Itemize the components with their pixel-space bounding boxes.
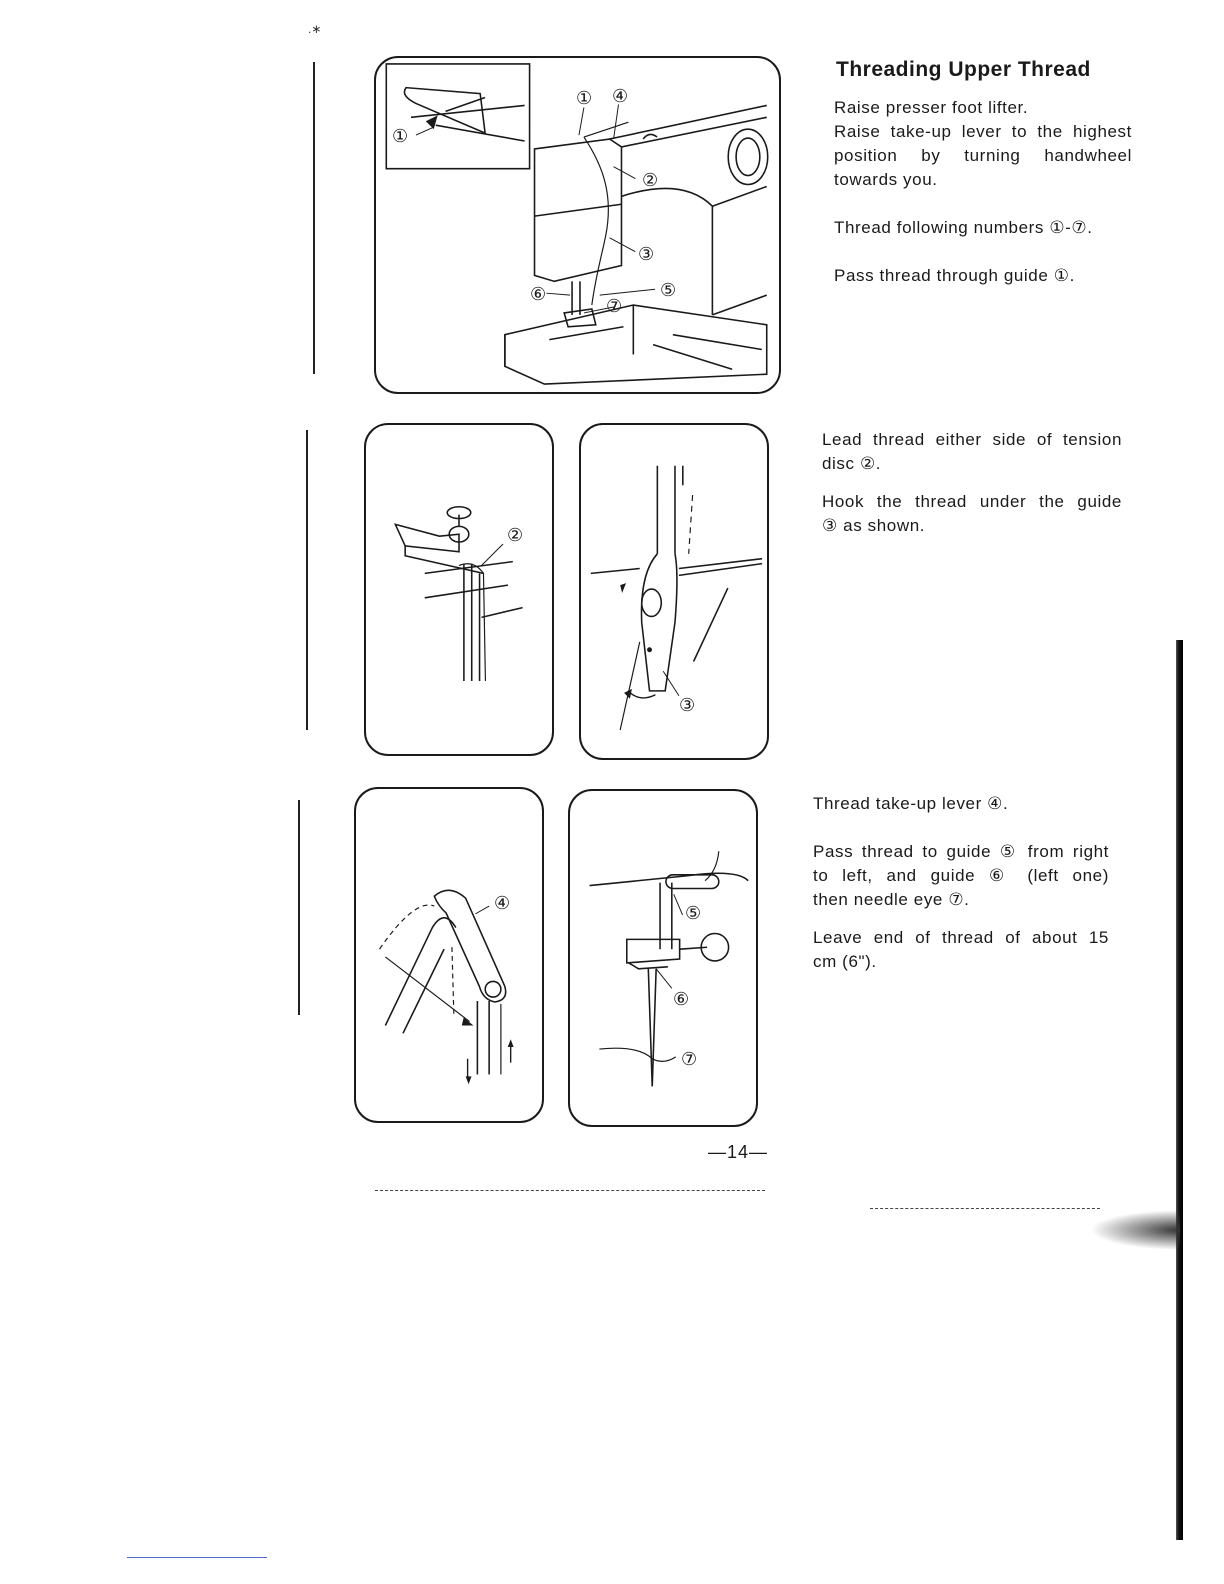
figure-tension-disc bbox=[364, 423, 554, 756]
intro-line-5: Thread following numbers ①-⑦. bbox=[834, 218, 1093, 237]
callout-label-3: ③ bbox=[638, 244, 655, 264]
scan-edge-line bbox=[313, 62, 315, 374]
callout-label-7: ⑦ bbox=[681, 1049, 698, 1069]
callout-label-5: ⑤ bbox=[660, 280, 677, 300]
section-title: Threading Upper Thread bbox=[836, 58, 1091, 81]
takeup-line-2: Pass thread to guide ⑤ from right bbox=[813, 842, 1109, 861]
figure-takeup-lever bbox=[354, 787, 544, 1123]
scan-right-edge bbox=[1176, 640, 1183, 1540]
callout-label-4: ④ bbox=[494, 893, 511, 913]
callout-label-1: ① bbox=[576, 88, 593, 108]
callout-label-5: ⑤ bbox=[685, 903, 702, 923]
callout-label-2: ② bbox=[642, 170, 659, 190]
tension-disc-illustration bbox=[366, 425, 552, 754]
takeup-line-3: to left, and guide ⑥ (left one) bbox=[813, 866, 1109, 885]
scan-mark: .∗ bbox=[308, 22, 322, 36]
tension-line-2: disc ②. bbox=[822, 454, 882, 473]
takeup-text bbox=[813, 792, 1109, 974]
needle-illustration bbox=[570, 791, 756, 1125]
scan-edge-line bbox=[298, 800, 300, 1015]
intro-line-6: Pass thread through guide ①. bbox=[834, 266, 1075, 285]
takeup-line-6: cm (6"). bbox=[813, 952, 877, 971]
takeup-line-1: Thread take-up lever ④. bbox=[813, 794, 1009, 813]
figure-needle bbox=[568, 789, 758, 1127]
callout-label-7: ⑦ bbox=[606, 296, 623, 316]
figure-guide-hook bbox=[579, 423, 769, 760]
callout-label-6: ⑥ bbox=[673, 989, 690, 1009]
scan-underline bbox=[127, 1557, 267, 1558]
intro-line-2: Raise take-up lever to the highest bbox=[834, 122, 1132, 141]
takeup-line-4: then needle eye ⑦. bbox=[813, 890, 970, 909]
callout-label-inset-1: ① bbox=[392, 126, 409, 146]
figure-machine-overview bbox=[374, 56, 781, 394]
callout-label-4: ④ bbox=[612, 86, 629, 106]
scan-dashes bbox=[870, 1208, 1100, 1209]
page-number: —14— bbox=[708, 1142, 769, 1162]
scan-bottom-smudge bbox=[1090, 1210, 1180, 1250]
guide-hook-illustration bbox=[581, 425, 767, 758]
callout-label-6: ⑥ bbox=[530, 284, 547, 304]
tension-line-4: ③ as shown. bbox=[822, 516, 926, 535]
scan-dashes bbox=[375, 1190, 765, 1191]
takeup-line-5: Leave end of thread of about 15 bbox=[813, 928, 1109, 947]
intro-line-4: towards you. bbox=[834, 170, 938, 189]
intro-line-1: Raise presser foot lifter. bbox=[834, 98, 1029, 117]
intro-line-3: position by turning handwheel bbox=[834, 146, 1132, 165]
takeup-lever-illustration bbox=[356, 789, 542, 1121]
callout-label-2: ② bbox=[507, 525, 524, 545]
intro-text bbox=[834, 96, 1132, 288]
callout-label-3: ③ bbox=[679, 695, 696, 715]
tension-text bbox=[822, 428, 1122, 538]
tension-line-1: Lead thread either side of tension bbox=[822, 430, 1122, 449]
tension-line-3: Hook the thread under the guide bbox=[822, 492, 1122, 511]
scan-edge-line bbox=[306, 430, 308, 730]
